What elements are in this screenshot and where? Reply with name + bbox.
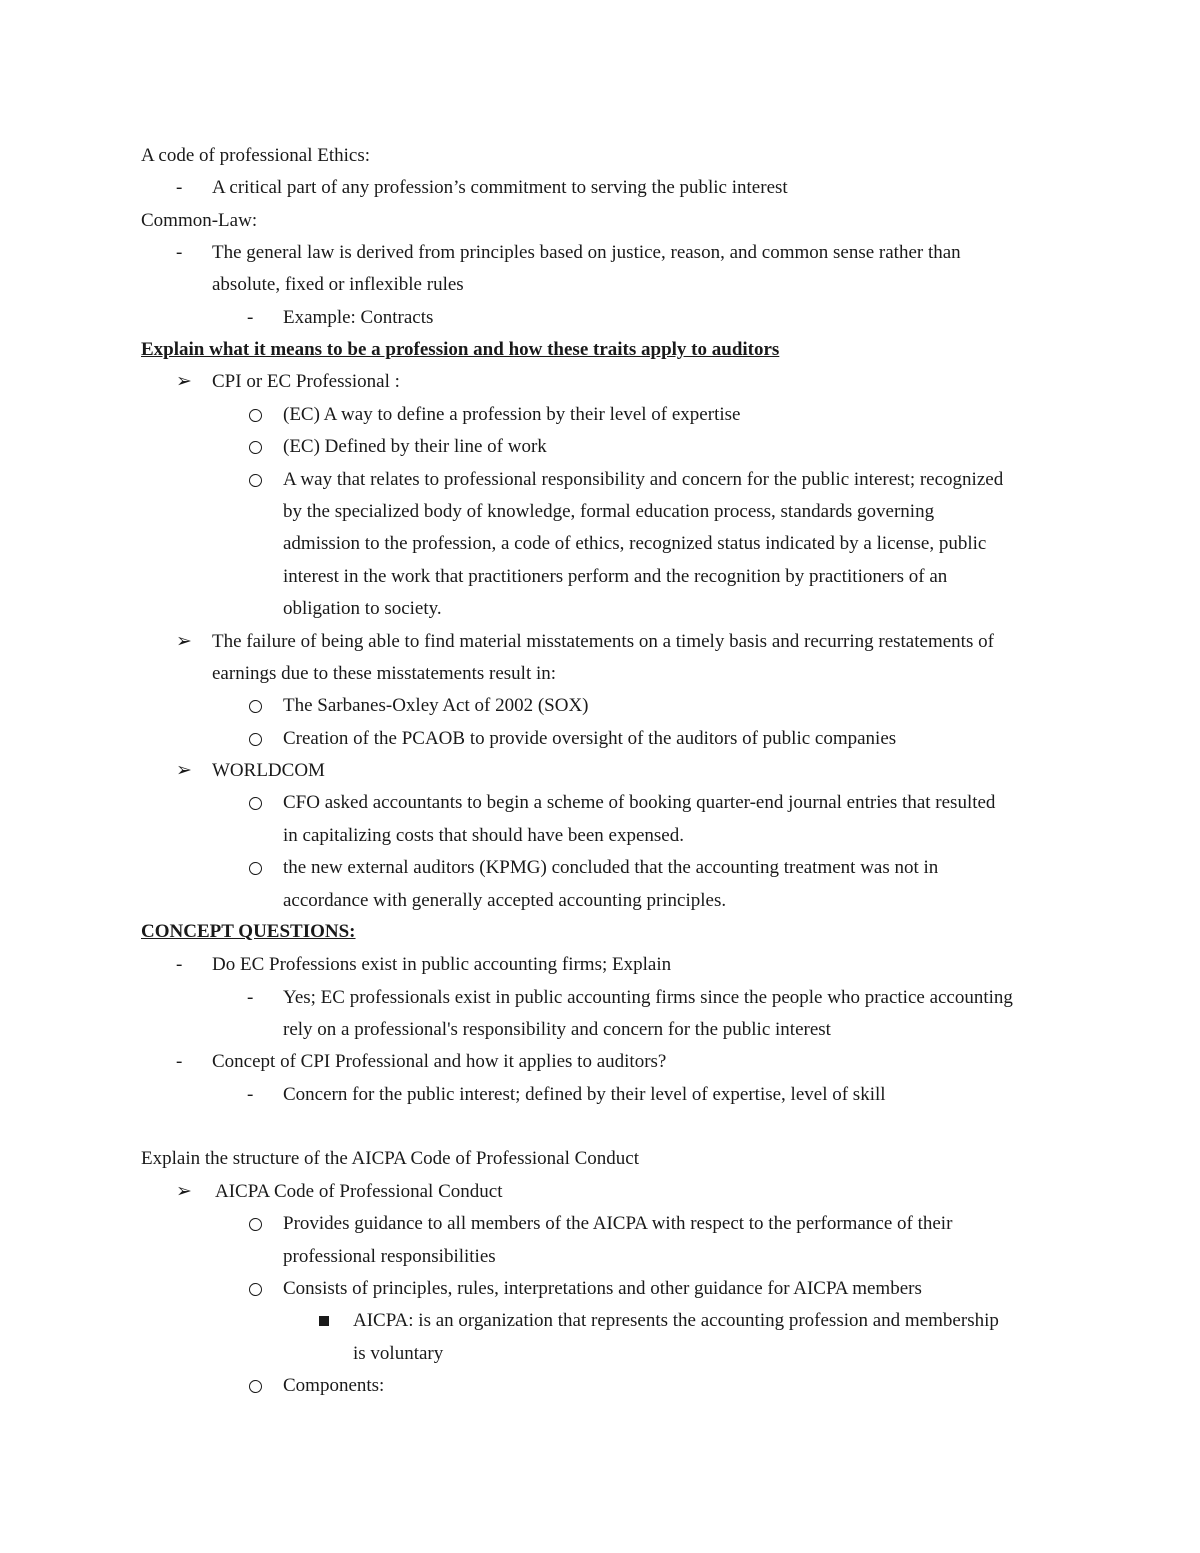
list-item-continuation: is voluntary	[353, 1343, 444, 1364]
section-title-common-law: Common-Law:	[141, 210, 258, 231]
arrow-bullet: ➢	[176, 1181, 192, 1202]
list-item: The Sarbanes-Oxley Act of 2002 (SOX)	[283, 695, 589, 716]
list-item-continuation: professional responsibilities	[283, 1246, 496, 1267]
list-item: Consists of principles, rules, interpretations and other guidance for AICPA members	[283, 1278, 922, 1299]
circle-bullet	[249, 403, 262, 429]
dash-bullet: -	[247, 307, 254, 328]
list-item: the new external auditors (KPMG) concluded that the accounting treatment was not in	[283, 857, 939, 878]
list-item: A critical part of any profession’s commitment to serving the public interest	[212, 177, 788, 198]
list-item-continuation: in capitalizing costs that should have been expensed.	[283, 825, 684, 846]
circle-bullet	[249, 694, 262, 720]
list-item-continuation: absolute, fixed or inflexible rules	[212, 274, 464, 295]
arrow-bullet: ➢	[176, 760, 192, 781]
list-item: The failure of being able to find material misstatements on a timely basis and recurring restatements of	[212, 631, 994, 652]
list-item: WORLDCOM	[212, 760, 325, 781]
circle-bullet	[249, 1212, 262, 1238]
list-item-continuation: admission to the profession, a code of ethics, recognized status indicated by a license, public	[283, 533, 987, 554]
circle-bullet	[249, 1277, 262, 1303]
circle-bullet	[249, 1374, 262, 1400]
list-item: Yes; EC professionals exist in public accounting firms since the people who practice accounting	[283, 987, 1013, 1008]
list-item: Concept of CPI Professional and how it applies to auditors?	[212, 1051, 667, 1072]
dash-bullet: -	[176, 954, 183, 975]
circle-bullet	[249, 468, 262, 494]
circle-bullet	[249, 727, 262, 753]
list-item: A way that relates to professional responsibility and concern for the public interest; recognized	[283, 469, 1004, 490]
dash-bullet: -	[247, 1084, 254, 1105]
list-item: Concern for the public interest; defined by their level of expertise, level of skill	[283, 1084, 886, 1105]
square-bullet	[319, 1309, 329, 1333]
dash-bullet: -	[247, 987, 254, 1008]
list-item: (EC) A way to define a profession by their level of expertise	[283, 404, 741, 425]
list-item-continuation: interest in the work that practitioners perform and the recognition by practitioners of an	[283, 566, 948, 587]
list-item: The general law is derived from principles based on justice, reason, and common sense rather than	[212, 242, 961, 263]
list-item: AICPA: is an organization that represents the accounting profession and membership	[353, 1310, 999, 1331]
dash-bullet: -	[176, 177, 183, 198]
list-item-continuation: by the specialized body of knowledge, formal education process, standards governing	[283, 501, 935, 522]
dash-bullet: -	[176, 242, 183, 263]
dash-bullet: -	[176, 1051, 183, 1072]
list-item: Provides guidance to all members of the AICPA with respect to the performance of their	[283, 1213, 953, 1234]
list-item: Example: Contracts	[283, 307, 434, 328]
list-item-continuation: obligation to society.	[283, 598, 442, 619]
heading-profession-traits: Explain what it means to be a profession and how these traits apply to auditors	[141, 339, 780, 360]
arrow-bullet: ➢	[176, 631, 192, 652]
circle-bullet	[249, 435, 262, 461]
circle-bullet	[249, 856, 262, 882]
list-item-continuation: accordance with generally accepted accounting principles.	[283, 890, 727, 911]
list-item-continuation: rely on a professional's responsibility and concern for the public interest	[283, 1019, 831, 1040]
section-title-code-of-ethics: A code of professional Ethics:	[141, 145, 371, 166]
heading-concept-questions: CONCEPT QUESTIONS:	[141, 921, 356, 942]
circle-bullet	[249, 791, 262, 817]
list-item-continuation: earnings due to these misstatements result in:	[212, 663, 557, 684]
list-item: CFO asked accountants to begin a scheme of booking quarter-end journal entries that resulted	[283, 792, 996, 813]
list-item: AICPA Code of Professional Conduct	[215, 1181, 503, 1202]
list-item: Components:	[283, 1375, 385, 1396]
list-item: CPI or EC Professional :	[212, 371, 400, 392]
list-item: Do EC Professions exist in public accounting firms; Explain	[212, 954, 672, 975]
section-title-aicpa-structure: Explain the structure of the AICPA Code of Professional Conduct	[141, 1148, 639, 1169]
list-item: (EC) Defined by their line of work	[283, 436, 547, 457]
arrow-bullet: ➢	[176, 371, 192, 392]
list-item: Creation of the PCAOB to provide oversight of the auditors of public companies	[283, 728, 897, 749]
